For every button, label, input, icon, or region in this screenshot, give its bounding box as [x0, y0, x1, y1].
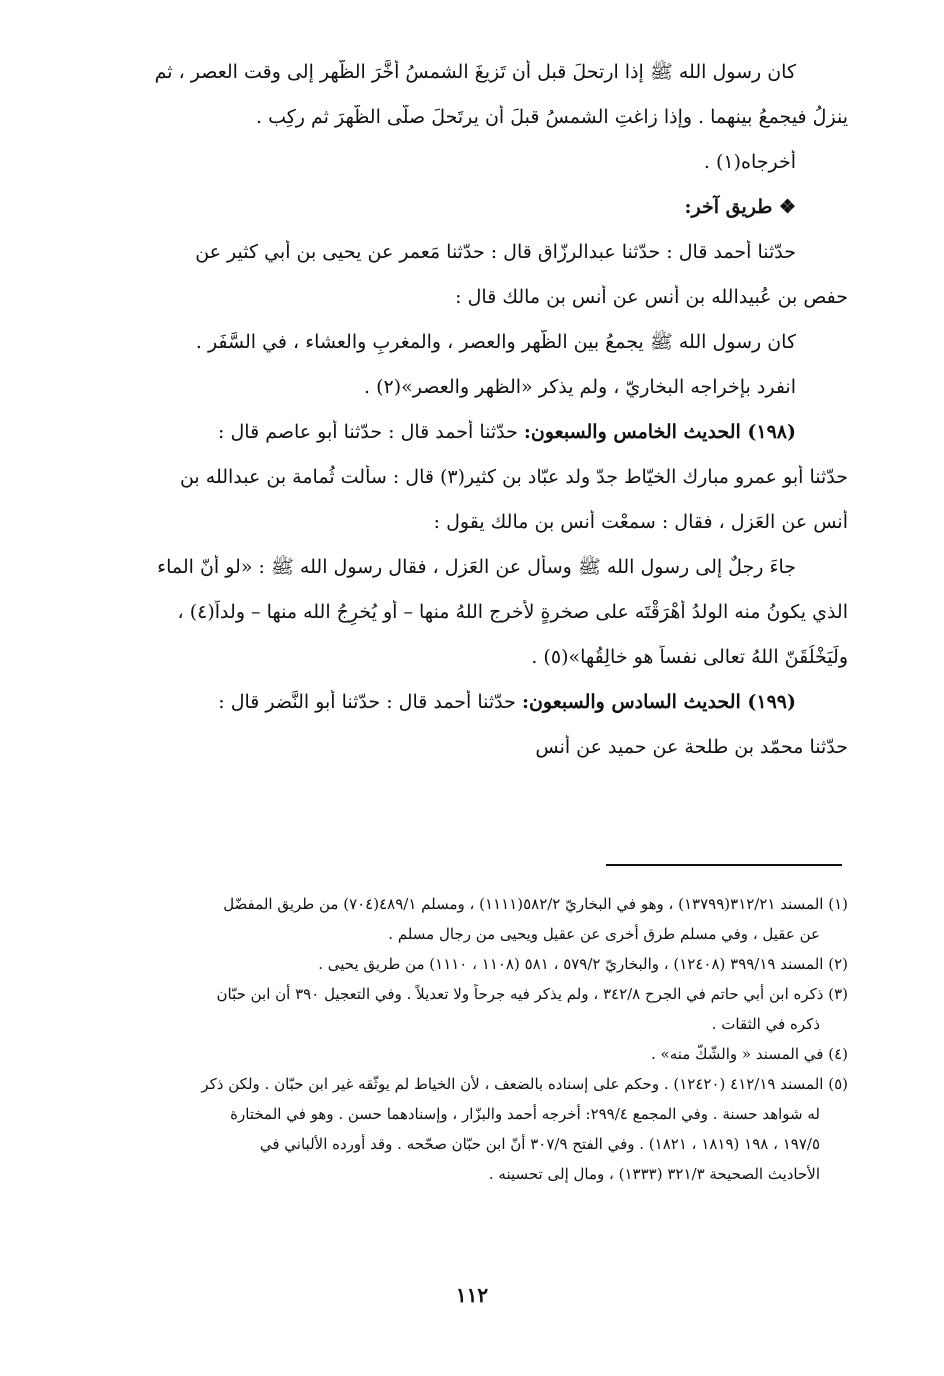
hadith-number-198: (١٩٨) الحديث الخامس والسبعون:: [523, 421, 796, 443]
text-line: أنس عن العَزل ، فقال : سمعْت أنس بن مالك يقول :: [433, 511, 848, 533]
footnote-line: الأحاديث الصحيحة ٣٢١/٣ (١٣٣٣) ، ومال إلى تحسينه .: [488, 1165, 820, 1183]
footnote-line: عن عقيل ، وفي مسلم طرق أخرى عن عقيل ويحيى من رجال مسلم .: [388, 925, 820, 943]
hadith-heading-198: [78, 420, 848, 465]
text-line: الذي يكونُ منه الولدُ أهْرَقْتَه على صخرةٍ لأخرج اللهُ منها – أو يُخرِجُ الله منها – ولداً(٤) ،: [177, 601, 848, 623]
text-line: حدّثنا أحمد قال : حدّثنا عبدالرزّاق قال : حدّثنا مَعمر عن يحيى بن أبي كثير عن: [195, 241, 796, 263]
text-line: انفرد بإخراجه البخاريّ ، ولم يذكر «الظهر والعصر»(٢) .: [364, 376, 796, 398]
footnote-line: (٥) المسند ٤١٢/١٩ (١٢٤٢٠) . وحكم على إسناده بالضعف ، لأن الخياط لم يوثّقه غير ابن حبّان . ولكن ذكر: [201, 1075, 848, 1093]
hadith-number-199: (١٩٩) الحديث السادس والسبعون:: [521, 691, 796, 713]
footnote-line: له شواهد حسنة . وفي المجمع ٢٩٩/٤: أخرجه أحمد والبزّار ، وإسنادهما حسن . وهو في المختارة: [230, 1105, 820, 1123]
text-line: حفص بن عُبيدالله بن أنس عن أنس بن مالك قال :: [455, 286, 848, 308]
footnote-separator: [606, 864, 842, 866]
footnote-line: (٣) ذكره ابن أبي حاتم في الجرح ٣٤٢/٨ ، ولم يذكر فيه جرحاً ولا تعديلاً . وفي التعجيل ٣٩٠ أن ابن حبّان: [216, 985, 848, 1003]
text-line: ينزلُ فيجمعُ بينهما . وإذا زاغتِ الشمسُ قبلَ أن يرتَحلَ صلّى الظُّهرَ ثم ركِب .: [256, 106, 848, 128]
footnote-line: (١) المسند ٣١٢/٢١(١٣٧٩٩) ، وهو في البخاريّ ٥٨٢/٢(١١١١) ، ومسلم ٤٨٩/١(٧٠٤) من طريق المفضّل: [223, 895, 848, 913]
text-line: حدّثنا أبو عمرو مبارك الخيّاط جدّ ولد عبّاد بن كثير(٣) قال : سألت ثُمامة بن عبدالله بن: [179, 466, 848, 488]
footnote-line: ١٩٧/٥ ، ١٩٨ (١٨١٩ ، ١٨٢١) . وفي الفتح ٣٠٧/٩ أنّ ابن حبّان صحّحه . وقد أورده الألباني في: [259, 1135, 820, 1153]
text-line: جاءَ رجلٌ إلى رسول الله ﷺ وسأل عن العَزل ، فقال رسول الله ﷺ : «لو أنّ الماء: [157, 556, 796, 578]
footnote-line: (٢) المسند ٣٩٩/١٩ (١٢٤٠٨) ، والبخاريّ ٥٧٩/٢ ، ٥٨١ (١١٠٨ ، ١١١٠) من طريق يحيى .: [318, 955, 848, 973]
hadith-chain-199: حدّثنا أحمد قال : حدّثنا أبو النَّضر قال :: [218, 691, 522, 713]
footnotes: [78, 894, 848, 1194]
text-line: ولَيَخْلُقَنّ اللهُ تعالى نفساً هو خالِقُها»(٥) .: [531, 646, 848, 668]
text-line: كان رسول الله ﷺ يجمعُ بين الظُّهر والعصر ، والمغربِ والعشاء ، في السَّفَر .: [195, 331, 796, 353]
hadith-heading-199: [78, 690, 848, 735]
footnote-line: (٤) في المسند « والشّكّ منه» .: [651, 1045, 848, 1063]
text-line: كان رسول الله ﷺ إذا ارتحلَ قبل أن تَزيغَ الشمسُ أخَّرَ الظُّهر إلى وقت العصر ، ثم: [154, 61, 796, 83]
hadith-chain-198: حدّثنا أحمد قال : حدّثنا أبو عاصم قال :: [218, 421, 524, 443]
text-line: أخرجاه(١) .: [703, 151, 796, 173]
main-text: [78, 60, 848, 780]
text-line: حدّثنا محمّد بن طلحة عن حميد عن أنس: [535, 736, 848, 758]
subheading: ❖ طريق آخر:: [684, 196, 796, 218]
footnote-line: ذكره في الثقات .: [711, 1015, 820, 1033]
page-number: ١١٢: [455, 1283, 489, 1307]
